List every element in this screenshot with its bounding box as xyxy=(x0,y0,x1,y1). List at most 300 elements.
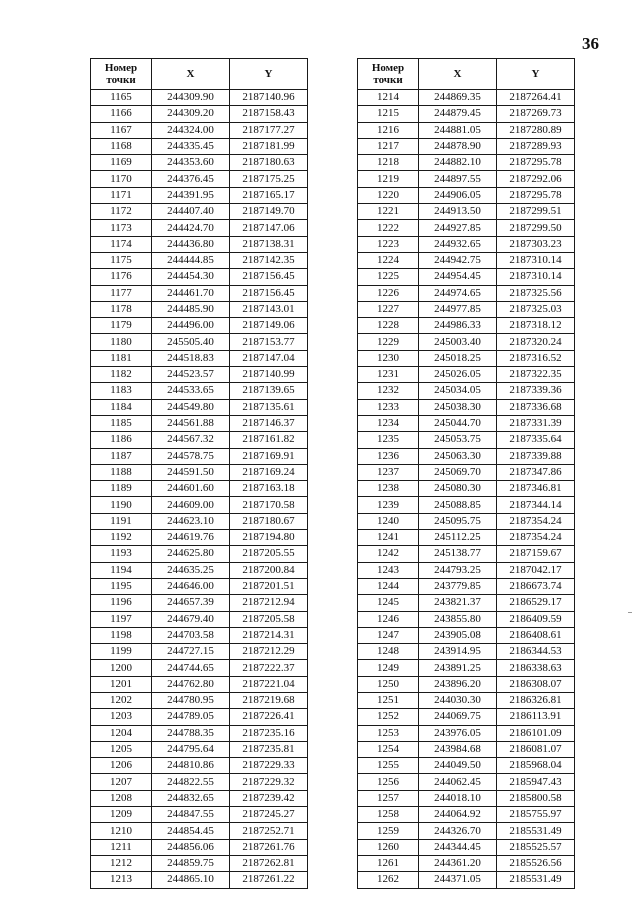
coordinates-table-left xyxy=(90,58,308,889)
cell-point-number: 1251 xyxy=(358,692,419,708)
cell-y: 2186326.81 xyxy=(497,692,575,708)
cell-y: 2187221.04 xyxy=(230,676,308,692)
cell-y: 2187322.35 xyxy=(497,367,575,383)
cell-x: 244942.75 xyxy=(419,252,497,268)
cell-y: 2187163.18 xyxy=(230,481,308,497)
cell-x: 244788.35 xyxy=(152,725,230,741)
cell-point-number: 1196 xyxy=(91,595,152,611)
cell-point-number: 1193 xyxy=(91,546,152,562)
cell-y: 2187325.56 xyxy=(497,285,575,301)
cell-x: 244847.55 xyxy=(152,807,230,823)
cell-y: 2187289.93 xyxy=(497,138,575,154)
cell-x: 244913.50 xyxy=(419,204,497,220)
cell-y: 2187214.31 xyxy=(230,627,308,643)
cell-point-number: 1257 xyxy=(358,790,419,806)
cell-point-number: 1209 xyxy=(91,807,152,823)
cell-point-number: 1253 xyxy=(358,725,419,741)
cell-point-number: 1237 xyxy=(358,464,419,480)
cell-y: 2187280.89 xyxy=(497,122,575,138)
cell-x: 244789.05 xyxy=(152,709,230,725)
cell-point-number: 1194 xyxy=(91,562,152,578)
cell-x: 244879.45 xyxy=(419,106,497,122)
table-row xyxy=(358,318,575,334)
table-row xyxy=(358,204,575,220)
cell-x: 244977.85 xyxy=(419,301,497,317)
table-row xyxy=(91,676,308,692)
cell-point-number: 1215 xyxy=(358,106,419,122)
cell-point-number: 1208 xyxy=(91,790,152,806)
cell-y: 2187269.73 xyxy=(497,106,575,122)
table-header-row xyxy=(358,59,575,90)
header-point-number: Номер точки xyxy=(358,59,419,90)
cell-y: 2185531.49 xyxy=(497,872,575,888)
table-row xyxy=(91,709,308,725)
cell-x: 244371.05 xyxy=(419,872,497,888)
cell-x: 244954.45 xyxy=(419,269,497,285)
table-row xyxy=(91,220,308,236)
cell-x: 244822.55 xyxy=(152,774,230,790)
table-row xyxy=(91,432,308,448)
cell-y: 2187320.24 xyxy=(497,334,575,350)
cell-x: 244353.60 xyxy=(152,155,230,171)
cell-x: 244049.50 xyxy=(419,758,497,774)
cell-y: 2187229.32 xyxy=(230,774,308,790)
cell-x: 245080.30 xyxy=(419,481,497,497)
cell-x: 244064.92 xyxy=(419,807,497,823)
cell-point-number: 1207 xyxy=(91,774,152,790)
cell-point-number: 1256 xyxy=(358,774,419,790)
cell-x: 245095.75 xyxy=(419,513,497,529)
table-row xyxy=(358,513,575,529)
table-row xyxy=(91,774,308,790)
table-row xyxy=(358,448,575,464)
cell-y: 2186338.63 xyxy=(497,660,575,676)
cell-x: 244927.85 xyxy=(419,220,497,236)
table-row xyxy=(91,448,308,464)
cell-y: 2185531.49 xyxy=(497,823,575,839)
cell-point-number: 1202 xyxy=(91,692,152,708)
table-row xyxy=(358,872,575,888)
table-row xyxy=(91,106,308,122)
cell-x: 244561.88 xyxy=(152,415,230,431)
cell-point-number: 1243 xyxy=(358,562,419,578)
cell-x: 245003.40 xyxy=(419,334,497,350)
cell-y: 2187316.52 xyxy=(497,350,575,366)
cell-point-number: 1249 xyxy=(358,660,419,676)
cell-point-number: 1176 xyxy=(91,269,152,285)
table-row xyxy=(91,252,308,268)
table-header-row xyxy=(91,59,308,90)
cell-x: 245053.75 xyxy=(419,432,497,448)
cell-y: 2185968.04 xyxy=(497,758,575,774)
table-row xyxy=(91,155,308,171)
cell-x: 243821.37 xyxy=(419,595,497,611)
cell-x: 244679.40 xyxy=(152,611,230,627)
header-point-number: Номер точки xyxy=(91,59,152,90)
table-row xyxy=(91,595,308,611)
cell-y: 2186529.17 xyxy=(497,595,575,611)
cell-point-number: 1227 xyxy=(358,301,419,317)
cell-x: 243779.85 xyxy=(419,578,497,594)
cell-point-number: 1206 xyxy=(91,758,152,774)
cell-point-number: 1241 xyxy=(358,530,419,546)
page-number: 36 xyxy=(582,34,599,53)
cell-x: 244309.20 xyxy=(152,106,230,122)
cell-point-number: 1189 xyxy=(91,481,152,497)
cell-point-number: 1244 xyxy=(358,578,419,594)
cell-y: 2187212.29 xyxy=(230,644,308,660)
cell-x: 244454.30 xyxy=(152,269,230,285)
cell-point-number: 1254 xyxy=(358,741,419,757)
cell-y: 2187264.41 xyxy=(497,90,575,106)
cell-y: 2187138.31 xyxy=(230,236,308,252)
cell-x: 245038.30 xyxy=(419,399,497,415)
cell-x: 244878.90 xyxy=(419,138,497,154)
cell-y: 2187042.17 xyxy=(497,562,575,578)
header-x: X xyxy=(152,59,230,90)
table-row xyxy=(358,285,575,301)
cell-x: 245069.70 xyxy=(419,464,497,480)
cell-y: 2187135.61 xyxy=(230,399,308,415)
cell-x: 244533.65 xyxy=(152,383,230,399)
cell-point-number: 1225 xyxy=(358,269,419,285)
cell-point-number: 1182 xyxy=(91,367,152,383)
cell-point-number: 1185 xyxy=(91,415,152,431)
cell-x: 244793.25 xyxy=(419,562,497,578)
cell-y: 2187170.58 xyxy=(230,497,308,513)
cell-x: 244856.06 xyxy=(152,839,230,855)
cell-y: 2187245.27 xyxy=(230,807,308,823)
table-row xyxy=(91,660,308,676)
table-row xyxy=(358,530,575,546)
table-row xyxy=(91,855,308,871)
cell-point-number: 1259 xyxy=(358,823,419,839)
header-y: Y xyxy=(230,59,308,90)
cell-x: 244859.75 xyxy=(152,855,230,871)
cell-x: 244727.15 xyxy=(152,644,230,660)
cell-x: 244376.45 xyxy=(152,171,230,187)
cell-x: 244324.00 xyxy=(152,122,230,138)
cell-x: 244344.45 xyxy=(419,839,497,855)
table-row xyxy=(91,807,308,823)
cell-point-number: 1245 xyxy=(358,595,419,611)
cell-x: 244854.45 xyxy=(152,823,230,839)
cell-x: 244646.00 xyxy=(152,578,230,594)
header-y: Y xyxy=(497,59,575,90)
table-row xyxy=(358,676,575,692)
cell-x: 244869.35 xyxy=(419,90,497,106)
cell-x: 244619.76 xyxy=(152,530,230,546)
cell-x: 244485.90 xyxy=(152,301,230,317)
cell-point-number: 1188 xyxy=(91,464,152,480)
cell-point-number: 1197 xyxy=(91,611,152,627)
cell-x: 244567.32 xyxy=(152,432,230,448)
cell-point-number: 1235 xyxy=(358,432,419,448)
table-row xyxy=(91,285,308,301)
cell-point-number: 1222 xyxy=(358,220,419,236)
cell-point-number: 1181 xyxy=(91,350,152,366)
table-row xyxy=(358,709,575,725)
cell-point-number: 1224 xyxy=(358,252,419,268)
cell-y: 2187222.37 xyxy=(230,660,308,676)
cell-y: 2187318.12 xyxy=(497,318,575,334)
cell-y: 2186113.91 xyxy=(497,709,575,725)
cell-y: 2186409.59 xyxy=(497,611,575,627)
table-row xyxy=(91,367,308,383)
cell-point-number: 1170 xyxy=(91,171,152,187)
cell-y: 2187295.78 xyxy=(497,187,575,203)
table-row xyxy=(358,432,575,448)
table-row xyxy=(91,187,308,203)
cell-x: 244309.90 xyxy=(152,90,230,106)
cell-y: 2187180.63 xyxy=(230,155,308,171)
table-row xyxy=(91,481,308,497)
cell-y: 2187181.99 xyxy=(230,138,308,154)
cell-point-number: 1173 xyxy=(91,220,152,236)
table-row xyxy=(91,415,308,431)
cell-point-number: 1260 xyxy=(358,839,419,855)
cell-x: 244865.10 xyxy=(152,872,230,888)
cell-point-number: 1187 xyxy=(91,448,152,464)
cell-point-number: 1226 xyxy=(358,285,419,301)
cell-point-number: 1184 xyxy=(91,399,152,415)
cell-x: 244407.40 xyxy=(152,204,230,220)
cell-y: 2187346.81 xyxy=(497,481,575,497)
table-body xyxy=(91,90,308,889)
table-row xyxy=(358,481,575,497)
coordinates-table-right xyxy=(357,58,575,889)
cell-point-number: 1198 xyxy=(91,627,152,643)
cell-y: 2187200.84 xyxy=(230,562,308,578)
cell-x: 244335.45 xyxy=(152,138,230,154)
table-row xyxy=(358,334,575,350)
cell-point-number: 1199 xyxy=(91,644,152,660)
cell-point-number: 1223 xyxy=(358,236,419,252)
cell-y: 2186673.74 xyxy=(497,578,575,594)
table-body xyxy=(358,90,575,889)
cell-point-number: 1219 xyxy=(358,171,419,187)
cell-point-number: 1232 xyxy=(358,383,419,399)
table-row xyxy=(91,839,308,855)
cell-y: 2187177.27 xyxy=(230,122,308,138)
table-row xyxy=(91,546,308,562)
cell-x: 244496.00 xyxy=(152,318,230,334)
table-row xyxy=(91,823,308,839)
cell-x: 244361.20 xyxy=(419,855,497,871)
cell-point-number: 1167 xyxy=(91,122,152,138)
cell-y: 2187180.67 xyxy=(230,513,308,529)
cell-y: 2187325.03 xyxy=(497,301,575,317)
cell-y: 2187165.17 xyxy=(230,187,308,203)
cell-point-number: 1169 xyxy=(91,155,152,171)
table-row xyxy=(358,790,575,806)
cell-y: 2187226.41 xyxy=(230,709,308,725)
cell-point-number: 1190 xyxy=(91,497,152,513)
cell-point-number: 1205 xyxy=(91,741,152,757)
table-row xyxy=(358,758,575,774)
cell-x: 244601.60 xyxy=(152,481,230,497)
table-row xyxy=(358,807,575,823)
cell-y: 2185526.56 xyxy=(497,855,575,871)
cell-y: 2185800.58 xyxy=(497,790,575,806)
cell-x: 245138.77 xyxy=(419,546,497,562)
table-row xyxy=(91,513,308,529)
cell-point-number: 1261 xyxy=(358,855,419,871)
cell-x: 244623.10 xyxy=(152,513,230,529)
table-row xyxy=(358,155,575,171)
cell-point-number: 1236 xyxy=(358,448,419,464)
cell-point-number: 1204 xyxy=(91,725,152,741)
cell-point-number: 1178 xyxy=(91,301,152,317)
cell-y: 2187262.81 xyxy=(230,855,308,871)
cell-y: 2187149.70 xyxy=(230,204,308,220)
table-row xyxy=(358,269,575,285)
cell-y: 2187142.35 xyxy=(230,252,308,268)
table-row xyxy=(91,171,308,187)
cell-y: 2187156.45 xyxy=(230,285,308,301)
cell-y: 2187354.24 xyxy=(497,530,575,546)
cell-point-number: 1246 xyxy=(358,611,419,627)
cell-y: 2186408.61 xyxy=(497,627,575,643)
table-row xyxy=(358,350,575,366)
cell-y: 2187239.42 xyxy=(230,790,308,806)
cell-point-number: 1213 xyxy=(91,872,152,888)
table-row xyxy=(91,644,308,660)
cell-x: 245034.05 xyxy=(419,383,497,399)
cell-y: 2187169.91 xyxy=(230,448,308,464)
table-row xyxy=(91,562,308,578)
cell-point-number: 1229 xyxy=(358,334,419,350)
table-row xyxy=(91,399,308,415)
cell-y: 2187169.24 xyxy=(230,464,308,480)
cell-x: 245018.25 xyxy=(419,350,497,366)
table-row xyxy=(91,204,308,220)
cell-point-number: 1218 xyxy=(358,155,419,171)
cell-y: 2187158.43 xyxy=(230,106,308,122)
cell-point-number: 1252 xyxy=(358,709,419,725)
cell-x: 244881.05 xyxy=(419,122,497,138)
cell-y: 2187175.25 xyxy=(230,171,308,187)
table-row xyxy=(358,644,575,660)
cell-x: 245044.70 xyxy=(419,415,497,431)
cell-x: 243891.25 xyxy=(419,660,497,676)
cell-x: 244762.80 xyxy=(152,676,230,692)
cell-y: 2187156.45 xyxy=(230,269,308,285)
cell-y: 2187219.68 xyxy=(230,692,308,708)
table-row xyxy=(358,774,575,790)
cell-point-number: 1166 xyxy=(91,106,152,122)
table-row xyxy=(91,138,308,154)
cell-y: 2186081.07 xyxy=(497,741,575,757)
cell-y: 2187149.06 xyxy=(230,318,308,334)
table-row xyxy=(91,122,308,138)
cell-x: 244326.70 xyxy=(419,823,497,839)
table-row xyxy=(358,464,575,480)
cell-y: 2187339.88 xyxy=(497,448,575,464)
table-row xyxy=(91,301,308,317)
cell-point-number: 1171 xyxy=(91,187,152,203)
table-row xyxy=(358,611,575,627)
table-row xyxy=(358,578,575,594)
table-row xyxy=(358,252,575,268)
cell-y: 2187159.67 xyxy=(497,546,575,562)
cell-point-number: 1217 xyxy=(358,138,419,154)
cell-y: 2187310.14 xyxy=(497,252,575,268)
table-row xyxy=(91,611,308,627)
table-row xyxy=(358,399,575,415)
cell-x: 244906.05 xyxy=(419,187,497,203)
table-row xyxy=(91,741,308,757)
cell-y: 2186308.07 xyxy=(497,676,575,692)
cell-point-number: 1172 xyxy=(91,204,152,220)
cell-x: 243984.68 xyxy=(419,741,497,757)
cell-y: 2187194.80 xyxy=(230,530,308,546)
cell-x: 244444.85 xyxy=(152,252,230,268)
cell-point-number: 1165 xyxy=(91,90,152,106)
cell-y: 2187201.51 xyxy=(230,578,308,594)
cell-y: 2187229.33 xyxy=(230,758,308,774)
cell-point-number: 1214 xyxy=(358,90,419,106)
cell-x: 244744.65 xyxy=(152,660,230,676)
header-x: X xyxy=(419,59,497,90)
cell-y: 2187299.51 xyxy=(497,204,575,220)
cell-y: 2187299.50 xyxy=(497,220,575,236)
cell-y: 2187205.55 xyxy=(230,546,308,562)
cell-x: 243855.80 xyxy=(419,611,497,627)
cell-x: 245112.25 xyxy=(419,530,497,546)
cell-y: 2187139.65 xyxy=(230,383,308,399)
cell-point-number: 1212 xyxy=(91,855,152,871)
cell-point-number: 1248 xyxy=(358,644,419,660)
cell-x: 244069.75 xyxy=(419,709,497,725)
cell-y: 2187339.36 xyxy=(497,383,575,399)
table-row xyxy=(91,464,308,480)
cell-y: 2185525.57 xyxy=(497,839,575,855)
cell-x: 243976.05 xyxy=(419,725,497,741)
cell-point-number: 1210 xyxy=(91,823,152,839)
cell-y: 2185755.97 xyxy=(497,807,575,823)
cell-y: 2187235.81 xyxy=(230,741,308,757)
cell-point-number: 1186 xyxy=(91,432,152,448)
cell-y: 2187310.14 xyxy=(497,269,575,285)
cell-x: 243914.95 xyxy=(419,644,497,660)
table-row xyxy=(358,546,575,562)
cell-y: 2187292.06 xyxy=(497,171,575,187)
table-row xyxy=(358,855,575,871)
cell-y: 2187212.94 xyxy=(230,595,308,611)
cell-point-number: 1203 xyxy=(91,709,152,725)
table-row xyxy=(358,415,575,431)
cell-x: 245063.30 xyxy=(419,448,497,464)
cell-point-number: 1177 xyxy=(91,285,152,301)
cell-x: 244635.25 xyxy=(152,562,230,578)
cell-point-number: 1240 xyxy=(358,513,419,529)
cell-y: 2186101.09 xyxy=(497,725,575,741)
table-row xyxy=(358,595,575,611)
cell-y: 2187146.37 xyxy=(230,415,308,431)
cell-point-number: 1180 xyxy=(91,334,152,350)
cell-point-number: 1168 xyxy=(91,138,152,154)
cell-y: 2187261.22 xyxy=(230,872,308,888)
table-row xyxy=(91,758,308,774)
cell-point-number: 1247 xyxy=(358,627,419,643)
cell-point-number: 1200 xyxy=(91,660,152,676)
cell-y: 2187252.71 xyxy=(230,823,308,839)
table-row xyxy=(91,578,308,594)
cell-x: 244591.50 xyxy=(152,464,230,480)
cell-point-number: 1262 xyxy=(358,872,419,888)
table-row xyxy=(91,334,308,350)
